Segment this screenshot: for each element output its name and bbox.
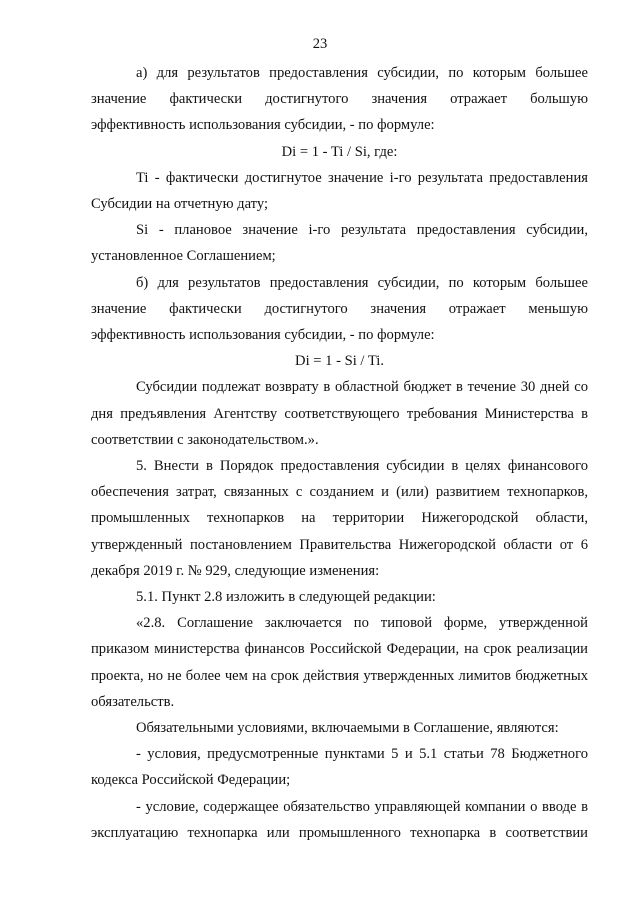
formula-2: Di = 1 - Si / Ti. xyxy=(295,353,384,370)
paragraph-condition-2: - условие, содержащее обязательство управляющей компании о вводе в эксплуатацию технопарка или промышленного технопарка в соответствии xyxy=(91,798,588,841)
paragraph-item-5-1: 5.1. Пункт 2.8 изложить в следующей редакции: xyxy=(136,589,436,606)
paragraph-a: а) для результатов предоставления субсидии, по которым большее значение фактически достигнутого значения отражает большую эффективность использования субсидии, - по формуле: xyxy=(91,65,588,134)
paragraph-mandatory-conditions: Обязательными условиями, включаемыми в Соглашение, являются: xyxy=(136,720,559,737)
paragraph-item-5: 5. Внести в Порядок предоставления субсидии в целях финансового обеспечения затрат, связанных с созданием и (или) развитием технопарков, промышленных технопарков на территории Нижегородской области, утвержденный постановлением Правительства Нижегородской области от 6 декабря 2019 г. № 929, следующие изменения: xyxy=(91,458,588,579)
page-number: 23 xyxy=(312,36,328,52)
paragraph-item-2-8: «2.8. Соглашение заключается по типовой форме, утвержденной приказом министерства финансов Российской Федерации, на срок реализации проекта, но не более чем на срок действия утвержденных лимитов бюджетных обязательств. xyxy=(91,615,588,710)
document-body xyxy=(91,60,588,846)
paragraph-si-definition: Si - плановое значение i-го результата предоставления субсидии, установленное Соглашением; xyxy=(91,222,588,265)
paragraph-b: б) для результатов предоставления субсидии, по которым большее значение фактически достигнутого значения отражает меньшую эффективность использования субсидии, - по формуле: xyxy=(91,274,588,344)
formula-1: Di = 1 - Ti / Si, где: xyxy=(281,143,398,160)
paragraph-refund: Субсидии подлежат возврату в областной бюджет в течение 30 дней со дня предъявления Агентству соответствующего требования Министерства в соответствии с законодательством.». xyxy=(91,379,588,448)
paragraph-ti-definition: Ti - фактически достигнутое значение i-го результата предоставления Субсидии на отчетную дату; xyxy=(91,169,588,213)
paragraph-condition-1: - условия, предусмотренные пунктами 5 и 5.1 статьи 78 Бюджетного кодекса Российской Федерации; xyxy=(91,746,588,789)
